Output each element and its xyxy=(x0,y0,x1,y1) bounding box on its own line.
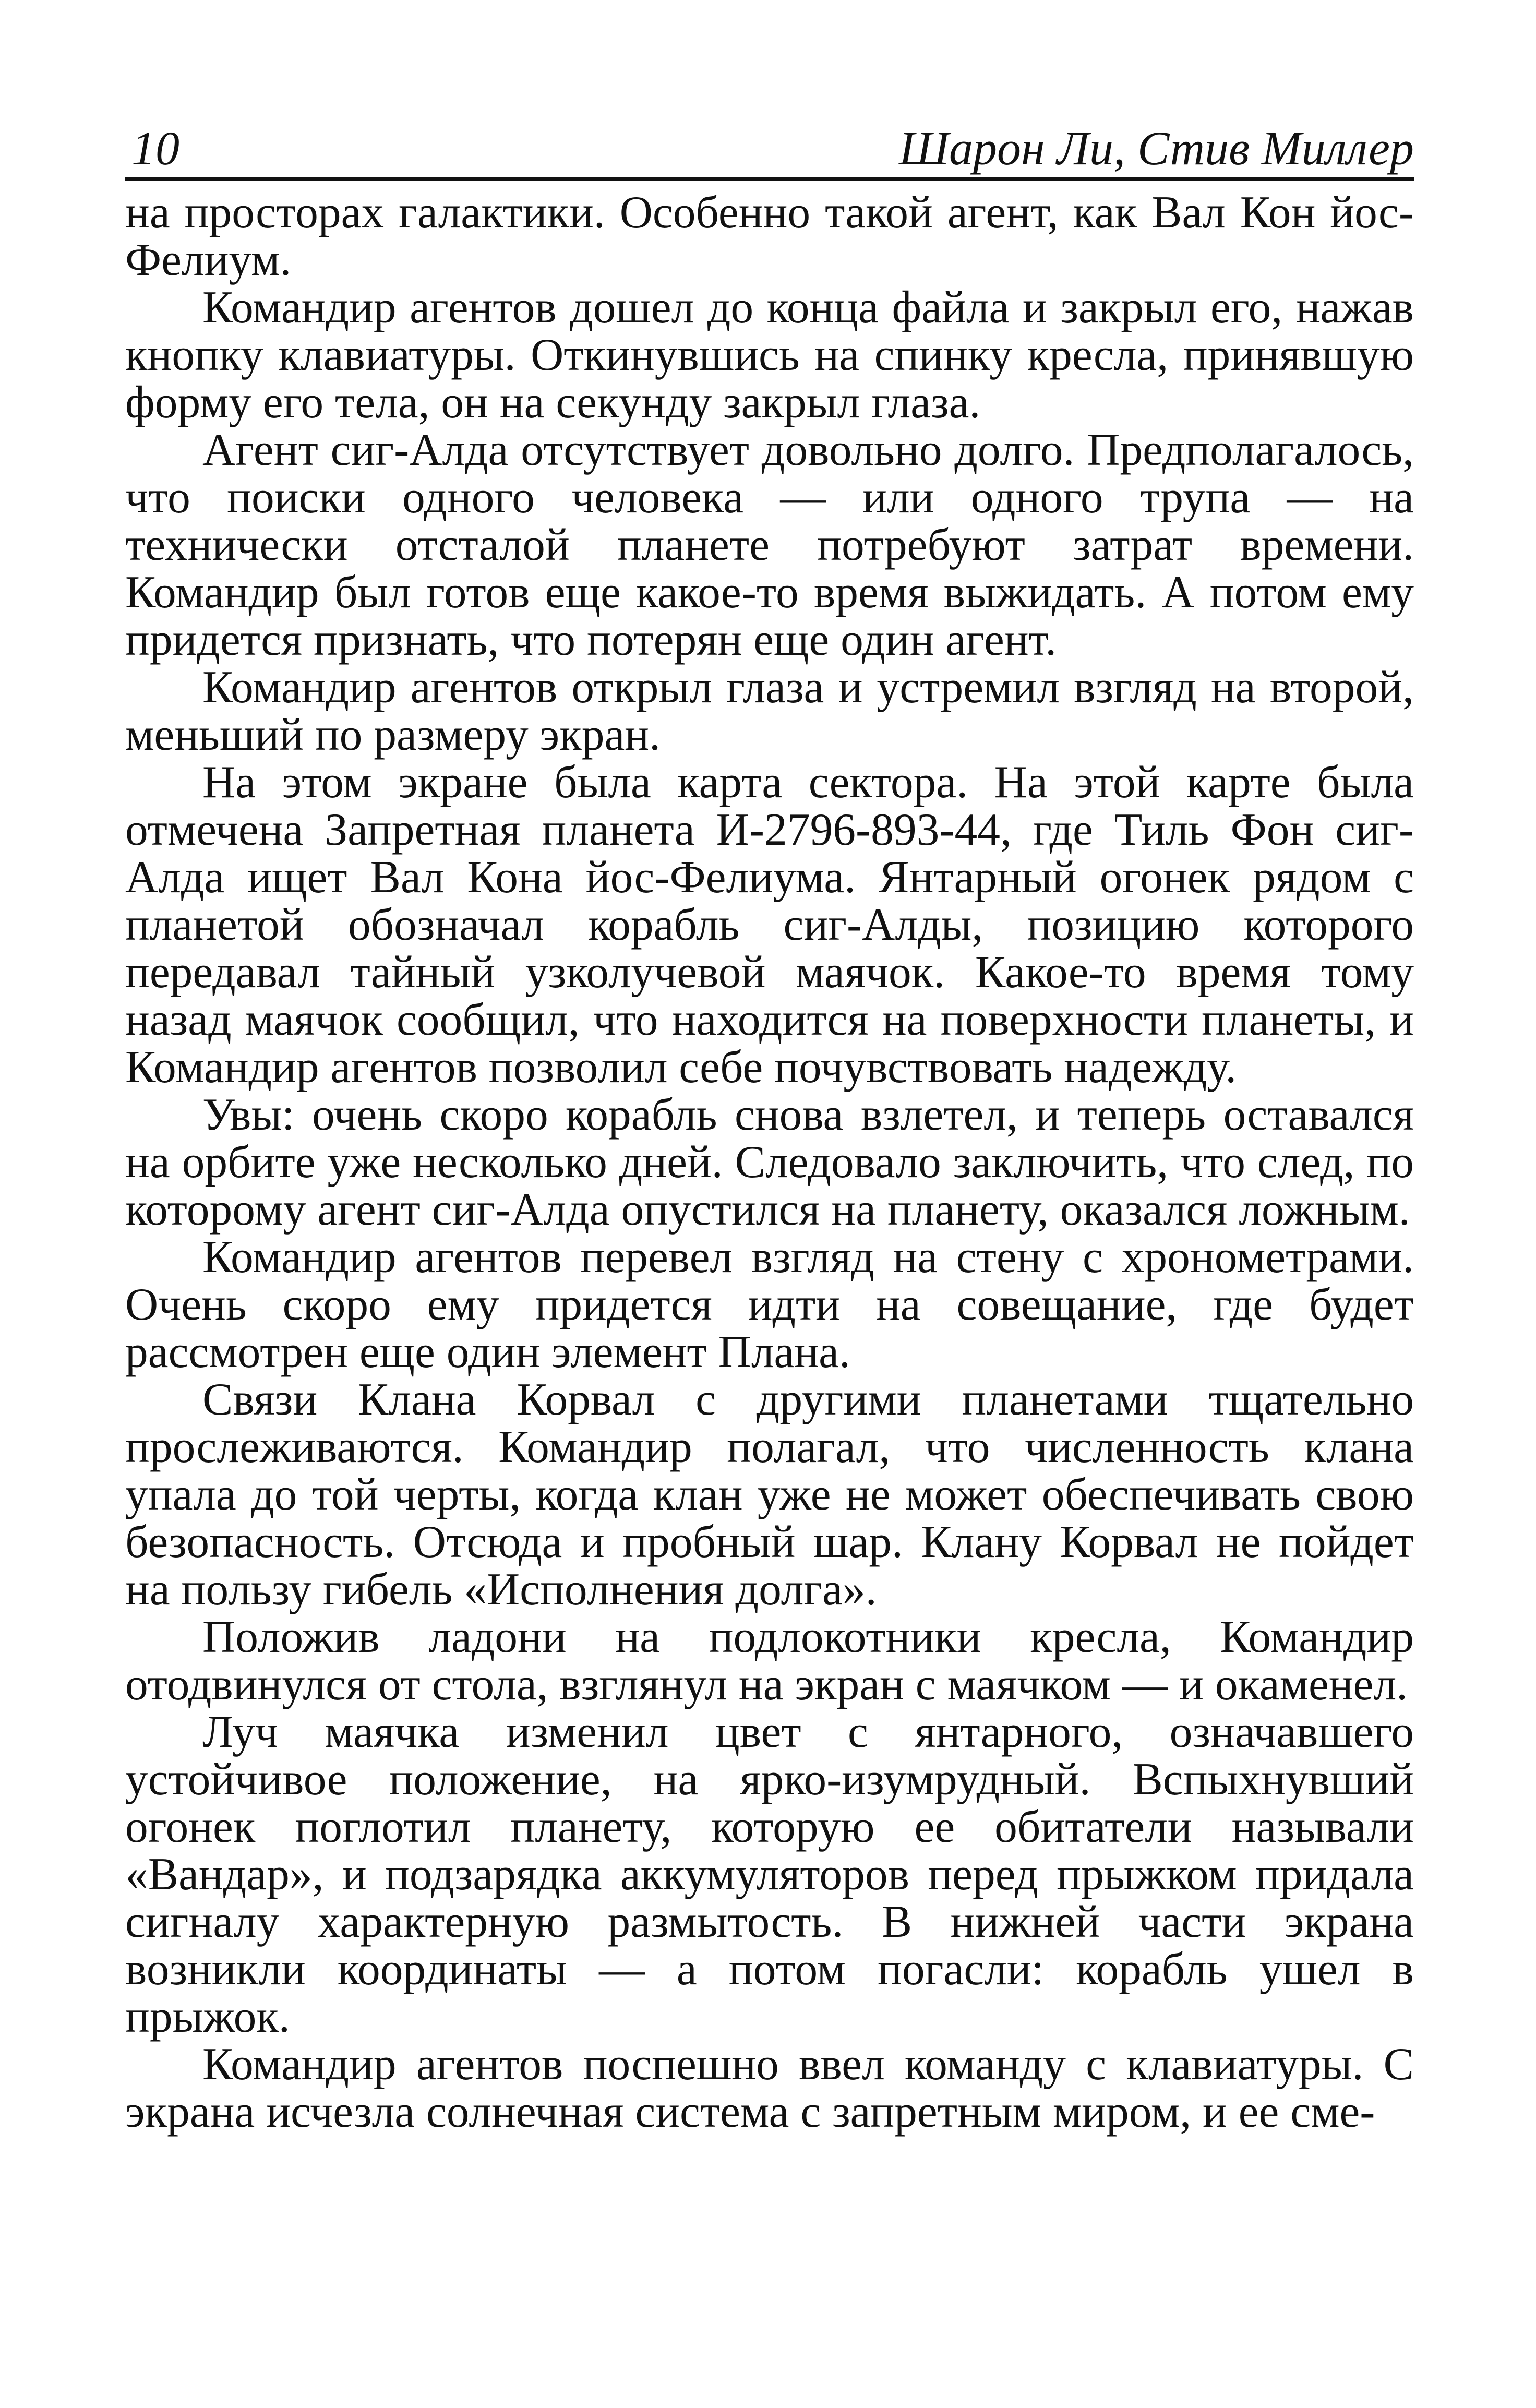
paragraph: На этом экране была карта сектора. На этой карте была отмечена Запретная планета И-2796-893-44, где Тиль Фон сиг-Алда ищет Вал Кона йос-Фелиума. Янтарный огонек рядом с планетой обозначал корабль сиг-Алды, позицию которого передавал тайный узколучевой маячок. Какое-то время тому назад маячок сообщил, что находится на поверхности планеты, и Командир агентов позволил себе почувствовать надежду. xyxy=(125,757,1414,1092)
paragraph: Командир агентов поспешно ввел команду с клавиатуры. С экрана исчезла солнечная система с запретным миром, и ее сме- xyxy=(125,2039,1414,2137)
paragraph: Командир агентов дошел до конца файла и закрыл его, нажав кнопку клавиатуры. Откинувшись на спинку кресла, принявшую форму его тела, он на секунду закрыл глаза. xyxy=(125,282,1414,427)
book-page xyxy=(125,104,1414,2135)
paragraph: Агент сиг-Алда отсутствует довольно долго. Предполагалось, что поиски одного человека — или одного трупа — на технически отсталой планете потребуют затрат времени. Командир был готов еще какое-то время выжидать. А потом ему придется признать, что потерян еще один агент. xyxy=(125,424,1414,665)
paragraph: Увы: очень скоро корабль снова взлетел, и теперь оставался на орбите уже несколько дней. Следовало заключить, что след, по которому агент сиг-Алда опустился на планету, оказался ложным. xyxy=(125,1089,1414,1235)
page-header xyxy=(125,104,1414,181)
paragraph: Командир агентов открыл глаза и устремил взгляд на второй, меньший по размеру экран. xyxy=(125,662,1414,760)
paragraph: Луч маячка изменил цвет с янтарного, означавшего устойчивое положение, на ярко-изумрудный. Вспыхнувший огонек поглотил планету, которую ее обитатели называли «Вандар», и подзарядка аккумуляторов перед прыжком придала сигналу характерную размытость. В нижней части экрана возникли координаты — а потом погасли: корабль ушел в прыжок. xyxy=(125,1706,1414,2042)
paragraph: Связи Клана Корвал с другими планетами тщательно прослеживаются. Командир полагал, что численность клана упала до той черты, когда клан уже не может обеспечивать свою безопасность. Отсюда и пробный шар. Клану Корвал не пойдет на пользу гибель «Исполнения долга». xyxy=(125,1374,1414,1614)
paragraph: Положив ладони на подлокотники кресла, Командир отодвинулся от стола, взглянул на экран с маячком — и окаменел. xyxy=(125,1611,1414,1709)
page-number: 10 xyxy=(131,122,179,175)
running-head: Шарон Ли, Стив Миллер xyxy=(899,122,1414,175)
paragraph: Командир агентов перевел взгляд на стену с хронометрами. Очень скоро ему придется идти на совещание, где будет рассмотрен еще один элемент Плана. xyxy=(125,1231,1414,1377)
body-text xyxy=(125,188,1414,2135)
paragraph: на просторах галактики. Особенно такой агент, как Вал Кон йос-Фелиум. xyxy=(125,187,1414,285)
